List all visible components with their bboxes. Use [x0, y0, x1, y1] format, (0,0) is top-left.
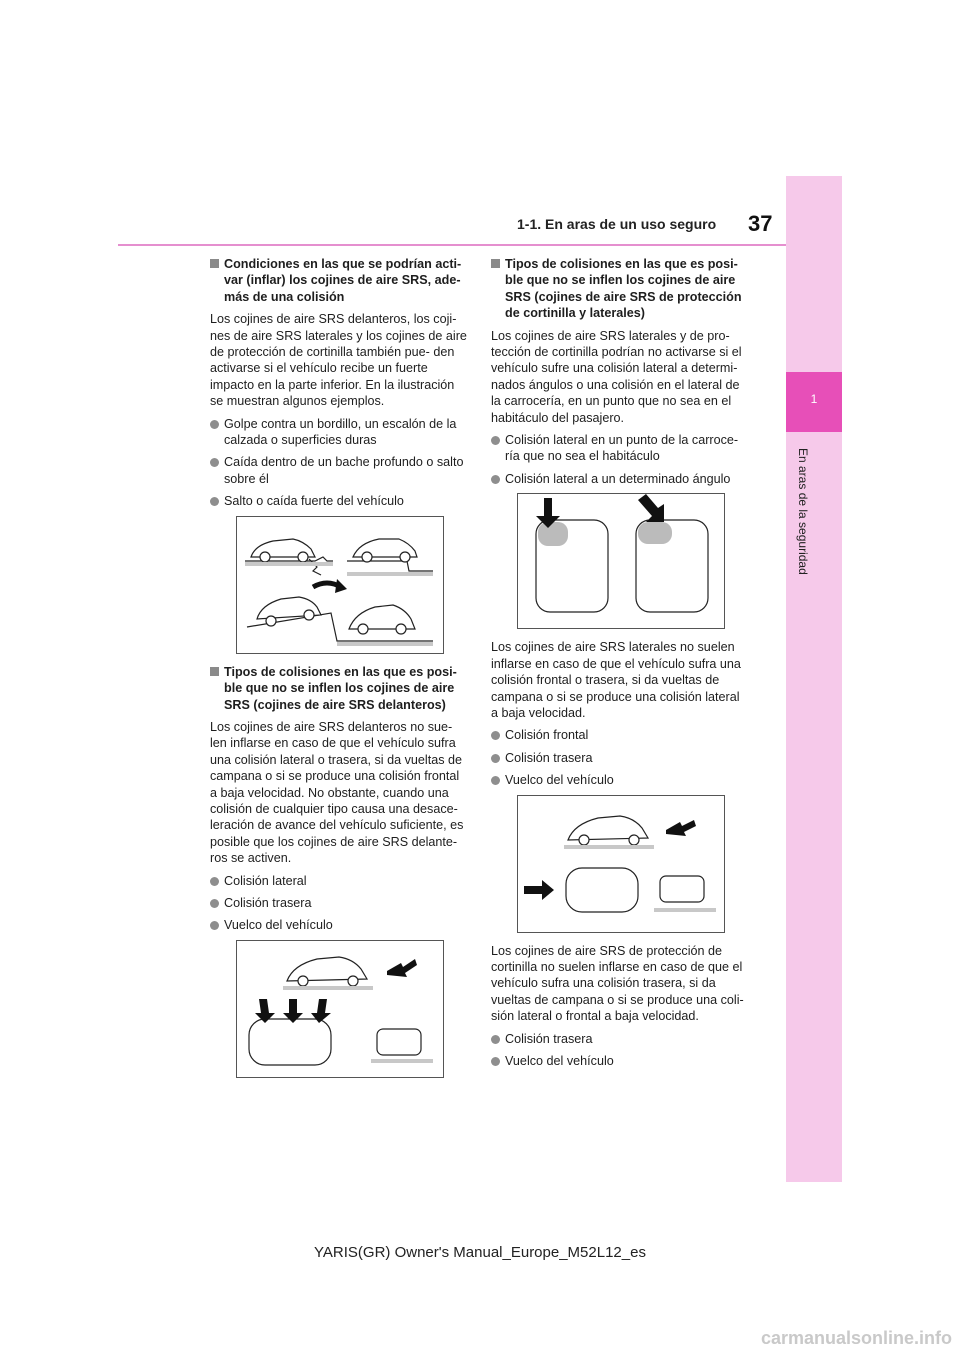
list-item-text: Vuelco del vehículo — [505, 1053, 614, 1068]
watermark: carmanualsonline.info — [760, 1328, 952, 1348]
round-bullet-icon — [491, 731, 500, 740]
list-item — [210, 873, 468, 889]
chapter-side-tab — [786, 176, 842, 1182]
list-item — [210, 917, 468, 933]
round-bullet-icon — [491, 1035, 500, 1044]
right-column — [491, 256, 749, 1075]
round-bullet-icon — [491, 776, 500, 785]
illustration-side-angle-collisions — [517, 493, 725, 629]
list-item-text: Caída dentro de un bache profundo o salto sobre él — [224, 455, 464, 486]
paragraph: Los cojines de aire SRS laterales no suelen inflarse en caso de que el vehículo sufra una colisión frontal o trasera, si da vueltas de campana o si se produce una colisión lateral a baja velocidad. — [491, 640, 741, 720]
list-item — [210, 493, 468, 509]
left-column — [210, 256, 468, 1088]
list-item — [491, 750, 749, 766]
list-item-text: Golpe contra un bordillo, un escalón de la calzada o superficies duras — [224, 416, 457, 448]
list-item-text: Colisión lateral en un punto de la carroce- ría que no sea el habitáculo — [505, 433, 739, 464]
list-item — [210, 895, 468, 911]
section-heading-activation — [210, 256, 468, 305]
header-section-title: 1-1. En aras de un uso seguro — [517, 216, 717, 232]
list-item — [491, 1031, 749, 1047]
side-collision-drawing — [518, 494, 724, 628]
list-item-text: Vuelco del vehículo — [505, 773, 614, 788]
illustration-side-airbag-cases — [517, 795, 725, 933]
square-bullet-icon — [491, 259, 500, 268]
list-item — [210, 416, 468, 449]
paragraph: Los cojines de aire SRS delanteros no sue- len inflarse en caso de que el vehículo sufra una colisión lateral o trasera, si da vueltas de campana o si se produce una colisión frontal a baja velocidad. No obstante, cuando una colisión de cualquier tipo causa una desace- leración de avance del vehículo suficiente, es posible que los cojines de aire SRS delante- ros se activen. — [210, 719, 464, 866]
list-item — [491, 432, 749, 465]
round-bullet-icon — [210, 877, 219, 886]
header-divider — [118, 244, 786, 246]
square-bullet-icon — [210, 259, 219, 268]
list-item-text: Colisión trasera — [224, 895, 312, 910]
illustration-impacts — [236, 516, 444, 654]
section-heading-front-airbags — [210, 664, 468, 713]
list-item-text: Colisión lateral a un determinado ángulo — [505, 471, 731, 486]
car-impact-drawing — [237, 517, 443, 653]
round-bullet-icon — [210, 921, 219, 930]
square-bullet-icon — [210, 667, 219, 676]
list-item-text: Colisión lateral — [224, 873, 307, 888]
list-item-text: Vuelco del vehículo — [224, 918, 333, 933]
list-item — [210, 454, 468, 487]
list-item-text: Colisión frontal — [505, 728, 589, 743]
page-number: 37 — [748, 211, 773, 236]
paragraph: Los cojines de aire SRS de protección de cortinilla no suelen inflarse en caso de que el vehículo sufra una colisión trasera, si da vueltas de campana o si se produce una coli- sión lateral o frontal a baja velocidad. — [491, 943, 744, 1024]
collision-types-drawing — [237, 941, 443, 1077]
paragraph: Los cojines de aire SRS laterales y de pro- tección de cortinilla podrían no activarse si el vehículo sufre una colisión lateral a determi- nados ángulos o una colisión en el lateral de la carrocería, en un punto que no sea en el habitáculo del pasajero. — [491, 328, 742, 425]
list-item-text: Colisión trasera — [505, 1031, 593, 1046]
round-bullet-icon — [491, 475, 500, 484]
round-bullet-icon — [491, 436, 500, 445]
round-bullet-icon — [210, 899, 219, 908]
chapter-number: 1 — [810, 392, 818, 406]
footer-manual-name: YARIS(GR) Owner's Manual_Europe_M52L12_es — [314, 1244, 646, 1261]
heading-text: Tipos de colisiones en las que es posi- ble que no se inflen los cojines de aire SRS (cojines de aire SRS de protección de cortinilla y laterales) — [505, 257, 742, 321]
side-airbag-cases-drawing — [518, 796, 724, 932]
section-heading-side-airbags — [491, 256, 749, 322]
illustration-front-airbag-cases — [236, 940, 444, 1078]
round-bullet-icon — [210, 420, 219, 429]
heading-text: Condiciones en las que se podrían acti- var (inflar) los cojines de aire SRS, ade- más de una colisión — [224, 257, 462, 304]
list-item-text: Salto o caída fuerte del vehículo — [224, 494, 404, 509]
round-bullet-icon — [210, 458, 219, 467]
heading-text: Tipos de colisiones en las que es posi- ble que no se inflen los cojines de aire SRS (cojines de aire SRS delanteros) — [224, 664, 457, 712]
list-item — [491, 772, 749, 788]
chapter-title: En aras de la seguridad — [796, 448, 810, 575]
round-bullet-icon — [210, 497, 219, 506]
list-item — [491, 471, 749, 487]
list-item — [491, 1053, 749, 1069]
list-item — [491, 727, 749, 743]
paragraph: Los cojines de aire SRS delanteros, los coji- nes de aire SRS laterales y los cojines de aire de protección de cortinilla también pue- den activarse si el vehículo recibe un fuerte impacto en la parte inferior. En la ilustración se muestran algunos ejemplos. — [210, 312, 467, 409]
round-bullet-icon — [491, 754, 500, 763]
list-item-text: Colisión trasera — [505, 750, 593, 765]
round-bullet-icon — [491, 1057, 500, 1066]
